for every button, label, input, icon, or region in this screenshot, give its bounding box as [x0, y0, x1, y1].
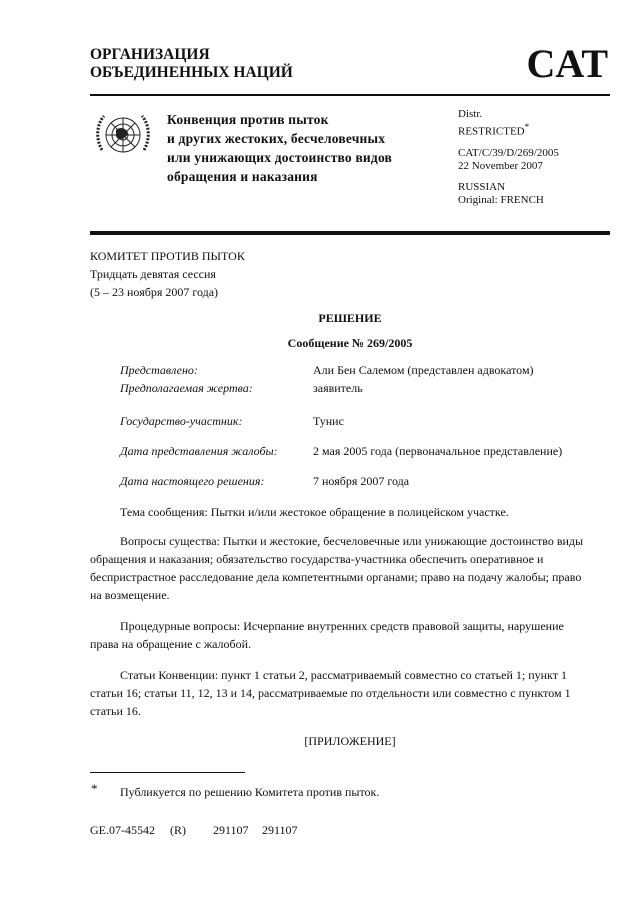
session: Тридцать девятая сессия: [90, 267, 216, 281]
footer-date-2: 291107: [262, 823, 298, 837]
detail-label: Дата представления жалобы:: [120, 444, 278, 458]
restricted-text: RESTRICTED: [458, 125, 525, 138]
header-rule: [90, 94, 610, 96]
session-dates: (5 – 23 ноября 2007 года): [90, 285, 219, 299]
restriction-status: [458, 121, 559, 139]
title-line: обращения и наказания: [167, 169, 318, 184]
footer-language-code: (R): [170, 823, 186, 837]
substantive-issues-paragraph: Вопросы существа: Пытки и жестокие, бесчеловечные или унижающие достоинство виды обращения и наказания; обязательство государства-участника обеспечить оперативное и беспристрастное расследование дела компетентными органами; право на подачу жалобы; право на возмещение.: [90, 534, 584, 602]
org-line-2: ОБЪЕДИНЕННЫХ НАЦИЙ: [90, 64, 293, 81]
detail-value: Али Бен Салемом (представлен адвокатом): [313, 363, 534, 377]
footnote-mark: *: [524, 122, 530, 132]
document-symbol: CAT/C/39/D/269/2005: [458, 146, 559, 159]
detail-value: заявитель: [313, 381, 363, 395]
committee-name: КОМИТЕТ ПРОТИВ ПЫТОК: [90, 249, 245, 263]
articles-paragraph: Статьи Конвенции: пункт 1 статьи 2, рассматриваемый совместно со статьей 1; пункт 1 статьи 16; статьи 11, 12, 13 и 14, рассматриваемые по отдельности или совместно с пунктом 1 статьи 16.: [90, 668, 571, 718]
convention-title: [167, 110, 392, 186]
detail-label: Предполагаемая жертва:: [120, 381, 253, 395]
document-series-symbol: CAT: [526, 41, 608, 86]
detail-label: Представлено:: [120, 363, 198, 377]
detail-value: 2 мая 2005 года (первоначальное представление): [313, 444, 563, 458]
detail-label: Государство-участник:: [120, 414, 243, 428]
decision-heading: РЕШЕНИЕ: [318, 311, 382, 325]
distribution-label: Distr.: [458, 108, 483, 120]
detail-label: Дата настоящего решения:: [120, 474, 265, 488]
footer-date-1: 291107: [213, 823, 249, 837]
org-name: [90, 46, 293, 82]
title-line: Конвенция против пыток: [167, 112, 329, 127]
title-line: или унижающих достоинство видов: [167, 150, 393, 165]
title-line: и других жестоких, бесчеловечных: [167, 131, 386, 146]
footer-job-number: GE.07-45542: [90, 823, 155, 837]
detail-value: Тунис: [313, 414, 344, 428]
un-emblem-icon: [94, 110, 152, 162]
committee-block: [90, 247, 245, 301]
annex-label: [ПРИЛОЖЕНИЕ]: [304, 734, 396, 748]
header-thick-rule: [90, 231, 610, 235]
subject-paragraph: Тема сообщения: Пытки и/или жестокое обращение в полицейском участке.: [120, 505, 509, 519]
footnote-text: Публикуется по решению Комитета против пыток.: [120, 785, 380, 799]
footnote-mark: *: [91, 781, 98, 796]
detail-value: 7 ноября 2007 года: [313, 474, 410, 488]
org-line-1: ОРГАНИЗАЦИЯ: [90, 46, 210, 63]
footnote-rule: [90, 772, 245, 773]
procedural-issues-paragraph: Процедурные вопросы: Исчерпание внутренних средств правовой защиты, нарушение права на обращение с жалобой.: [90, 619, 564, 651]
original-language: Original: FRENCH: [458, 193, 544, 206]
communication-number: Сообщение № 269/2005: [287, 336, 413, 350]
document-date: 22 November 2007: [458, 159, 543, 172]
document-metadata: [458, 108, 559, 207]
document-language: RUSSIAN: [458, 180, 506, 193]
